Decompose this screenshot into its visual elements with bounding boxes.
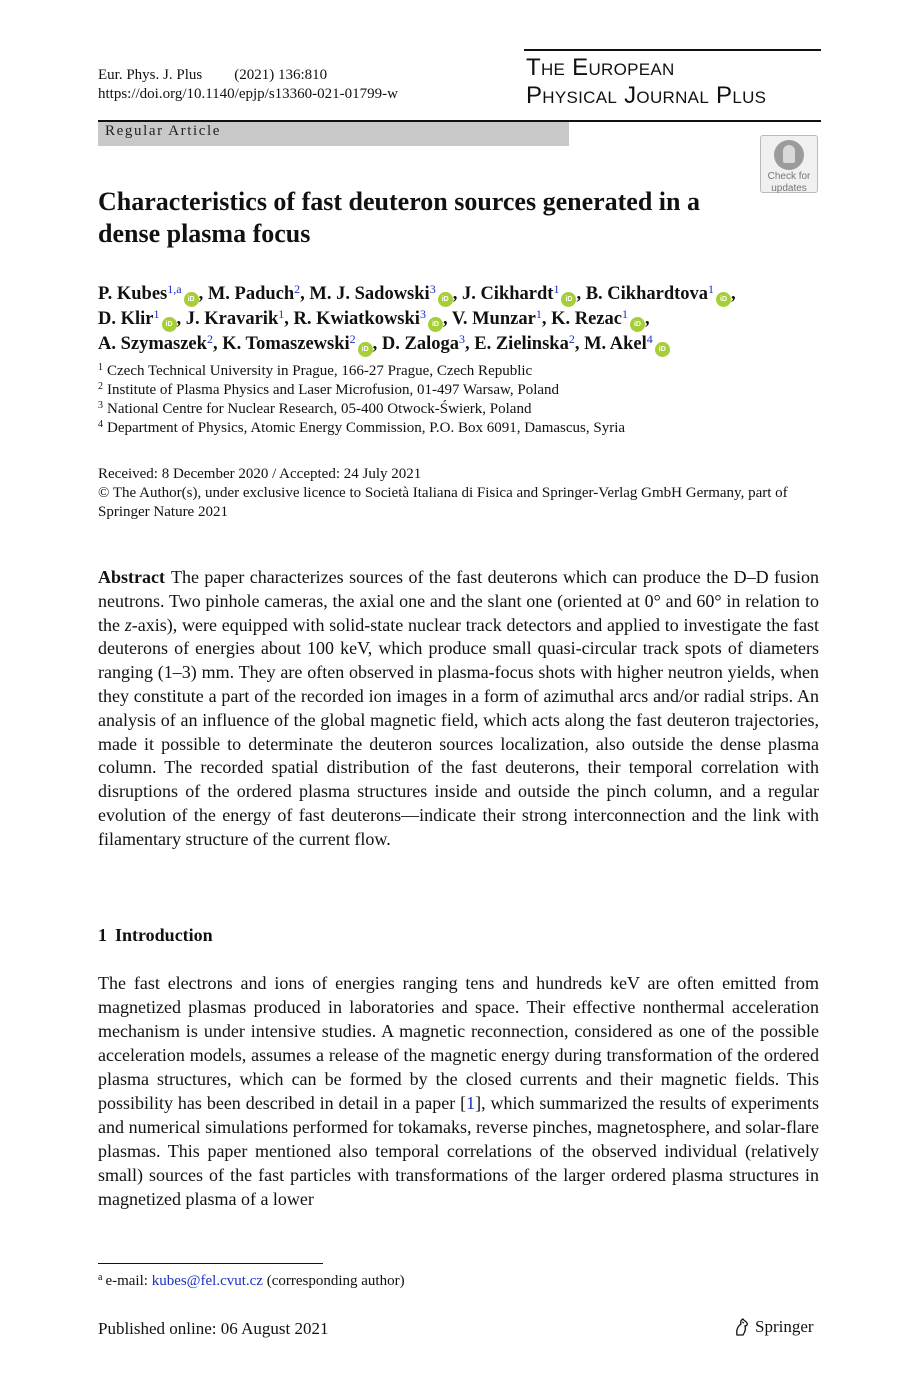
author: D. Klir$^1$iD ,	[98, 309, 186, 329]
author-affiliation-ref[interactable]: 3	[419, 307, 426, 321]
published-online: Published online: 06 August 2021	[98, 1319, 329, 1338]
intro-text-1: The fast electrons and ions of energies ranging tens and hundreds keV are often emitted from magnetized plasmas produced in laboratories and space. Their effective nonthermal acceleration mechanism is under intensive studies. A magnetic reconnection, considered as one of the possible acceleration models, assumes a release of the magnetic energy during transformation of the ordered plasma structures, which can be formed by the closed currents and their magnetic fields. This possibility has been described in detail in a paper [	[98, 973, 819, 1113]
article-dates	[98, 465, 828, 522]
author-name: R. Kwiatkowski	[293, 309, 420, 329]
author-affiliation-ref[interactable]: 2	[206, 332, 213, 346]
author-affiliation-ref[interactable]: 1	[278, 307, 285, 321]
affiliation-number: 4	[98, 419, 103, 430]
author-name: M. Akel	[584, 334, 647, 354]
paper-title: Characteristics of fast deuteron sources generated in a dense plasma focus	[98, 187, 700, 248]
check-for-updates-button[interactable]	[760, 135, 818, 193]
orcid-icon[interactable]: iD	[561, 292, 576, 307]
author-affiliation-ref[interactable]: 1	[535, 307, 542, 321]
affiliation-text: Department of Physics, Atomic Energy Commission, P.O. Box 6091, Damascus, Syria	[107, 420, 626, 436]
abstract-text-1: The paper characterizes sources of the fast deuterons which can produce the D–D fusion neutrons. Two pinhole cameras, the axial one and the slant one (oriented at 0° and 60° in relation to the	[98, 567, 819, 635]
journal-reference	[98, 66, 398, 104]
abstract-label: Abstract	[98, 567, 165, 587]
email-link[interactable]: kubes@fel.cvut.cz	[151, 1273, 263, 1289]
affiliation-text: National Centre for Nuclear Research, 05-400 Otwock-Świerk, Poland	[107, 401, 532, 417]
author-affiliation-ref[interactable]: 4	[646, 332, 653, 346]
brand-line-2: Physical Journal Plus	[526, 82, 767, 109]
author-affiliation-ref[interactable]: 2	[568, 332, 575, 346]
author-affiliation-ref[interactable]: 2	[349, 332, 356, 346]
author-affiliation-ref[interactable]: 1,a	[167, 282, 182, 296]
footnote-marker: a	[98, 1272, 103, 1283]
affiliation-number: 1	[98, 362, 103, 373]
orcid-icon[interactable]: iD	[162, 317, 177, 332]
author-name: A. Szymaszek	[98, 334, 207, 354]
author-name: M. J. Sadowski	[309, 284, 430, 304]
author-name: D. Zaloga	[381, 334, 459, 354]
affiliation	[98, 400, 838, 419]
author-name: J. Cikhardt	[461, 284, 554, 304]
author: A. Szymaszek$^2$,	[98, 332, 223, 354]
introduction-paragraph	[98, 971, 819, 1211]
journal-brand-logo	[524, 49, 821, 122]
author: B. Cikhardtova$^1$iD ,	[586, 284, 736, 304]
author: P. Kubes$^{1,a}$iD ,	[98, 284, 208, 304]
author: K. Tomaszewski$^2$iD ,	[222, 334, 382, 354]
bookmark-icon	[774, 140, 804, 170]
section-heading	[98, 925, 213, 946]
article-type-banner: Regular Article	[98, 120, 569, 146]
orcid-icon[interactable]: iD	[630, 317, 645, 332]
orcid-icon[interactable]: iD	[184, 292, 199, 307]
author: V. Munzar$^1$,	[451, 307, 552, 329]
journal-volume: (2021) 136:810	[234, 67, 328, 83]
footnote-prefix: e-mail:	[105, 1273, 152, 1289]
check-updates-line-2: updates	[771, 183, 807, 194]
affiliation	[98, 381, 838, 400]
section-title: Introduction	[115, 925, 213, 945]
author: D. Zaloga$^3$,	[381, 332, 475, 354]
orcid-icon[interactable]: iD	[716, 292, 731, 307]
author-name: D. Klir	[98, 309, 154, 329]
footnote-divider	[98, 1263, 323, 1264]
author-name: K. Tomaszewski	[222, 334, 350, 354]
abstract	[98, 566, 819, 852]
orcid-icon[interactable]: iD	[358, 342, 373, 357]
author-affiliation-ref[interactable]: 3	[429, 282, 436, 296]
received-accepted: Received: 8 December 2020 / Accepted: 24 July 2021	[98, 466, 422, 482]
author: R. Kwiatkowski$^3$iD ,	[294, 309, 452, 329]
section-number: 1	[98, 925, 107, 945]
author-affiliation-ref[interactable]: 1	[553, 282, 560, 296]
affiliation-text: Czech Technical University in Prague, 166-27 Prague, Czech Republic	[107, 363, 533, 379]
author: J. Cikhardt$^1$iD ,	[462, 284, 586, 304]
orcid-icon[interactable]: iD	[438, 292, 453, 307]
check-updates-line-1: Check for	[767, 171, 811, 182]
author-list	[98, 282, 828, 357]
affiliation-number: 3	[98, 400, 103, 411]
intro-text-2: ], which summarized the results of experiments and numerical simulations performed for tokamaks, reverse pinches, magnetosphere, and solar-flare plasmas. This paper mentioned also temporal correlations of the observed individual (relatively small) sources of the fast particles with transformations of the larger ordered plasma structures in magnetized plasma of a lower	[98, 1093, 819, 1209]
abstract-text-2: -axis), were equipped with solid-state nuclear track detectors and applied to investigate the fast deuterons of energies about 100 keV, which produce small quasi-circular track spots of diameters ranging (1–3) mm. They are often observed in plasma-focus shots with higher neutron yields, when they constitute a part of the recorded ion images in a form of azimuthal arcs and/or radial strips. An analysis of an influence of the global magnetic field, which acts along the fast deuteron trajectories, made it possible to determinate the deuteron sources localization, also outside the dense plasma column. The recorded spatial distribution of the fast deuterons, their temporal correlation with disruptions of the ordered plasma structures inside and outside the pinch column, and a regular evolution of the energy of fast deuterons—indicate their strong interconnection and the link with filamentary structure of the current flow.	[98, 614, 819, 849]
affiliation-number: 2	[98, 381, 103, 392]
journal-abbrev: Eur. Phys. J. Plus	[98, 67, 203, 83]
author: M. Paduch$^2$,	[207, 282, 310, 304]
author: M. J. Sadowski$^3$iD ,	[309, 284, 462, 304]
author-affiliation-ref[interactable]: 2	[294, 282, 301, 296]
springer-horse-icon	[733, 1317, 751, 1337]
doi-link[interactable]: https://doi.org/10.1140/epjp/s13360-021-01799-w	[98, 86, 398, 102]
author-name: K. Rezac	[551, 309, 622, 329]
footnote-suffix: (corresponding author)	[262, 1273, 405, 1289]
affiliation	[98, 419, 838, 438]
footnote	[98, 1272, 405, 1291]
brand-line-1: The European	[526, 54, 675, 81]
author-name: V. Munzar	[451, 309, 536, 329]
affiliation-text: Institute of Plasma Physics and Laser Microfusion, 01-497 Warsaw, Poland	[107, 382, 560, 398]
author	[584, 334, 670, 354]
author-name: J. Kravarik	[185, 309, 279, 329]
orcid-icon[interactable]: iD	[655, 342, 670, 357]
affiliation-list	[98, 362, 838, 438]
orcid-icon[interactable]: iD	[428, 317, 443, 332]
author: J. Kravarik$^1$,	[185, 307, 294, 329]
author-name: E. Zielinska	[474, 334, 569, 354]
citation-link[interactable]: 1	[466, 1093, 476, 1113]
author-name: M. Paduch	[207, 284, 295, 304]
author: E. Zielinska$^2$,	[474, 332, 585, 354]
author-name: B. Cikhardtova	[585, 284, 709, 304]
abstract-z-symbol: z	[124, 614, 132, 635]
publisher-name: Springer	[755, 1317, 814, 1336]
author-affiliation-ref[interactable]: 3	[459, 332, 465, 346]
affiliation	[98, 362, 838, 381]
author-affiliation-ref[interactable]: 1	[708, 282, 715, 296]
publisher-logo	[733, 1317, 814, 1337]
copyright-notice: © The Author(s), under exclusive licence to Società Italiana di Fisica and Springer-Verlag GmbH Germany, part of Springer Nature 2021	[98, 485, 788, 520]
author-affiliation-ref[interactable]: 1	[621, 307, 628, 321]
author: K. Rezac$^1$iD ,	[551, 309, 650, 329]
author-affiliation-ref[interactable]: 1	[153, 307, 160, 321]
author-name: P. Kubes	[98, 284, 168, 304]
